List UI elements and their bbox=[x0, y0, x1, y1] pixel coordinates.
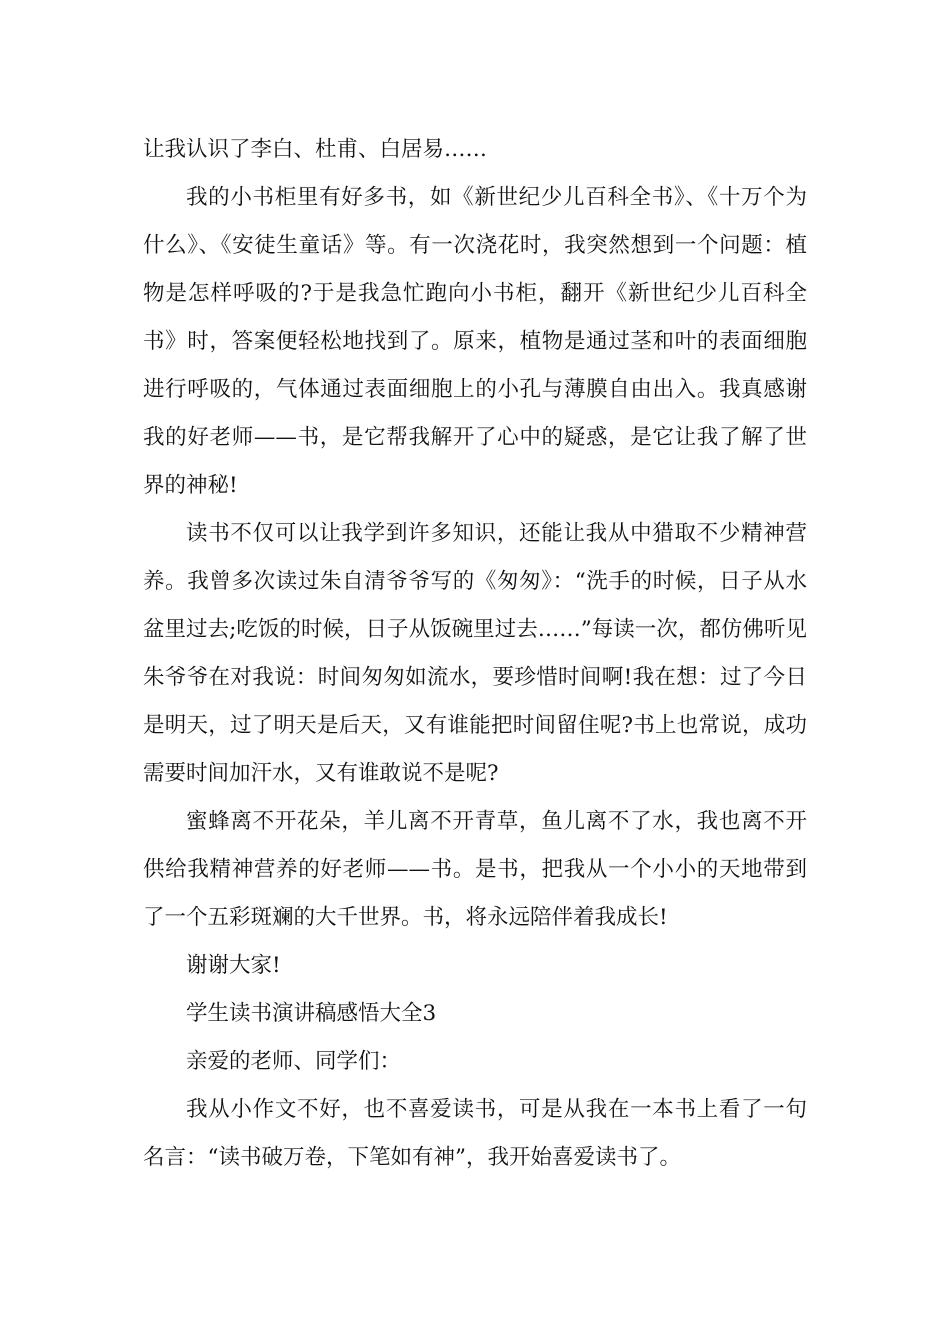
paragraph-famous-quote: 我从小作文不好，也不喜爱读书，可是从我在一本书上看了一句名言：“读书破万卷，下笔如有神”，我开始喜爱读书了。 bbox=[143, 1097, 807, 1170]
document-body bbox=[143, 126, 807, 1182]
paragraph-bees-and-flowers: 蜜蜂离不开花朵，羊儿离不开青草，鱼儿离不了水，我也离不开供给我精神营养的好老师——书。是书，把我从一个小小的天地带到了一个五彩斑斓的大千世界。书，将永远陪伴着我成长! bbox=[143, 809, 807, 930]
paragraph-bookshelf: 我的小书柜里有好多书，如《新世纪少儿百科全书》、《十万个为什么》、《安徒生童话》等。有一次浇花时，我突然想到一个问题：植物是怎样呼吸的?于是我急忙跑向小书柜，翻开《新世纪少儿百科全书》时，答案便轻松地找到了。原来，植物是通过茎和叶的表面细胞进行呼吸的，气体通过表面细胞上的小孔与薄膜自由出入。我真感谢我的好老师——书，是它帮我解开了心中的疑惑，是它让我了解了世界的神秘! bbox=[143, 185, 807, 498]
section-heading: 学生读书演讲稿感悟大全3 bbox=[186, 1001, 437, 1026]
paragraph-thanks: 谢谢大家! bbox=[186, 953, 281, 978]
salutation: 亲爱的老师、同学们： bbox=[186, 1049, 402, 1074]
paragraph-spiritual-nourishment: 读书不仅可以让我学到许多知识，还能让我从中猎取不少精神营养。我曾多次读过朱自清爷爷写的《匆匆》：“洗手的时候，日子从水盆里过去;吃饭的时候，日子从饭碗里过去……”每读一次，都仿佛听见朱爷爷在对我说：时间匆匆如流水，要珍惜时间啊!我在想：过了今日是明天，过了明天是后天，又有谁能把时间留住呢?书上也常说，成功需要时间加汗水，又有谁敢说不是呢? bbox=[143, 521, 807, 786]
paragraph-continuation: 让我认识了李白、杜甫、白居易…… bbox=[143, 137, 488, 162]
